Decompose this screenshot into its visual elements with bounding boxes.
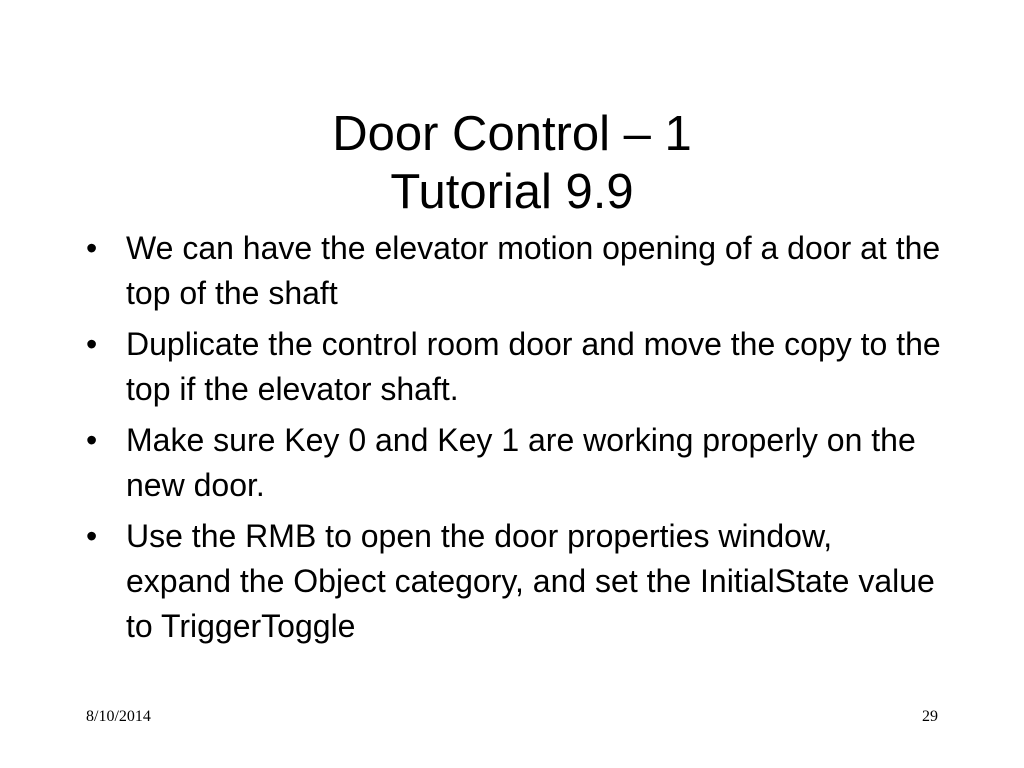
bullet-dot-icon: •	[86, 326, 98, 362]
bullet-item	[86, 322, 946, 412]
bullet-dot-icon: •	[86, 422, 98, 458]
bullet-list	[86, 226, 946, 655]
title-line-1: Door Control – 1	[332, 106, 692, 161]
bullet-dot-icon: •	[86, 518, 98, 554]
slide-number: 29	[922, 708, 938, 725]
bullet-text: Use the RMB to open the door properties window, expand the Object category, and set the InitialState value to TriggerToggle	[126, 518, 935, 644]
bullet-text: We can have the elevator motion opening of a door at the top of the shaft	[126, 230, 941, 311]
title-line-2: Tutorial 9.9	[390, 164, 634, 219]
bullet-dot-icon: •	[86, 230, 98, 266]
slide-title	[0, 105, 1024, 221]
footer-date: 8/10/2014	[86, 708, 151, 725]
bullet-text: Duplicate the control room door and move the copy to the top if the elevator shaft.	[126, 326, 941, 407]
bullet-item	[86, 226, 946, 316]
bullet-text: Make sure Key 0 and Key 1 are working properly on the new door.	[126, 422, 916, 503]
bullet-item	[86, 418, 946, 508]
bullet-item	[86, 514, 946, 649]
